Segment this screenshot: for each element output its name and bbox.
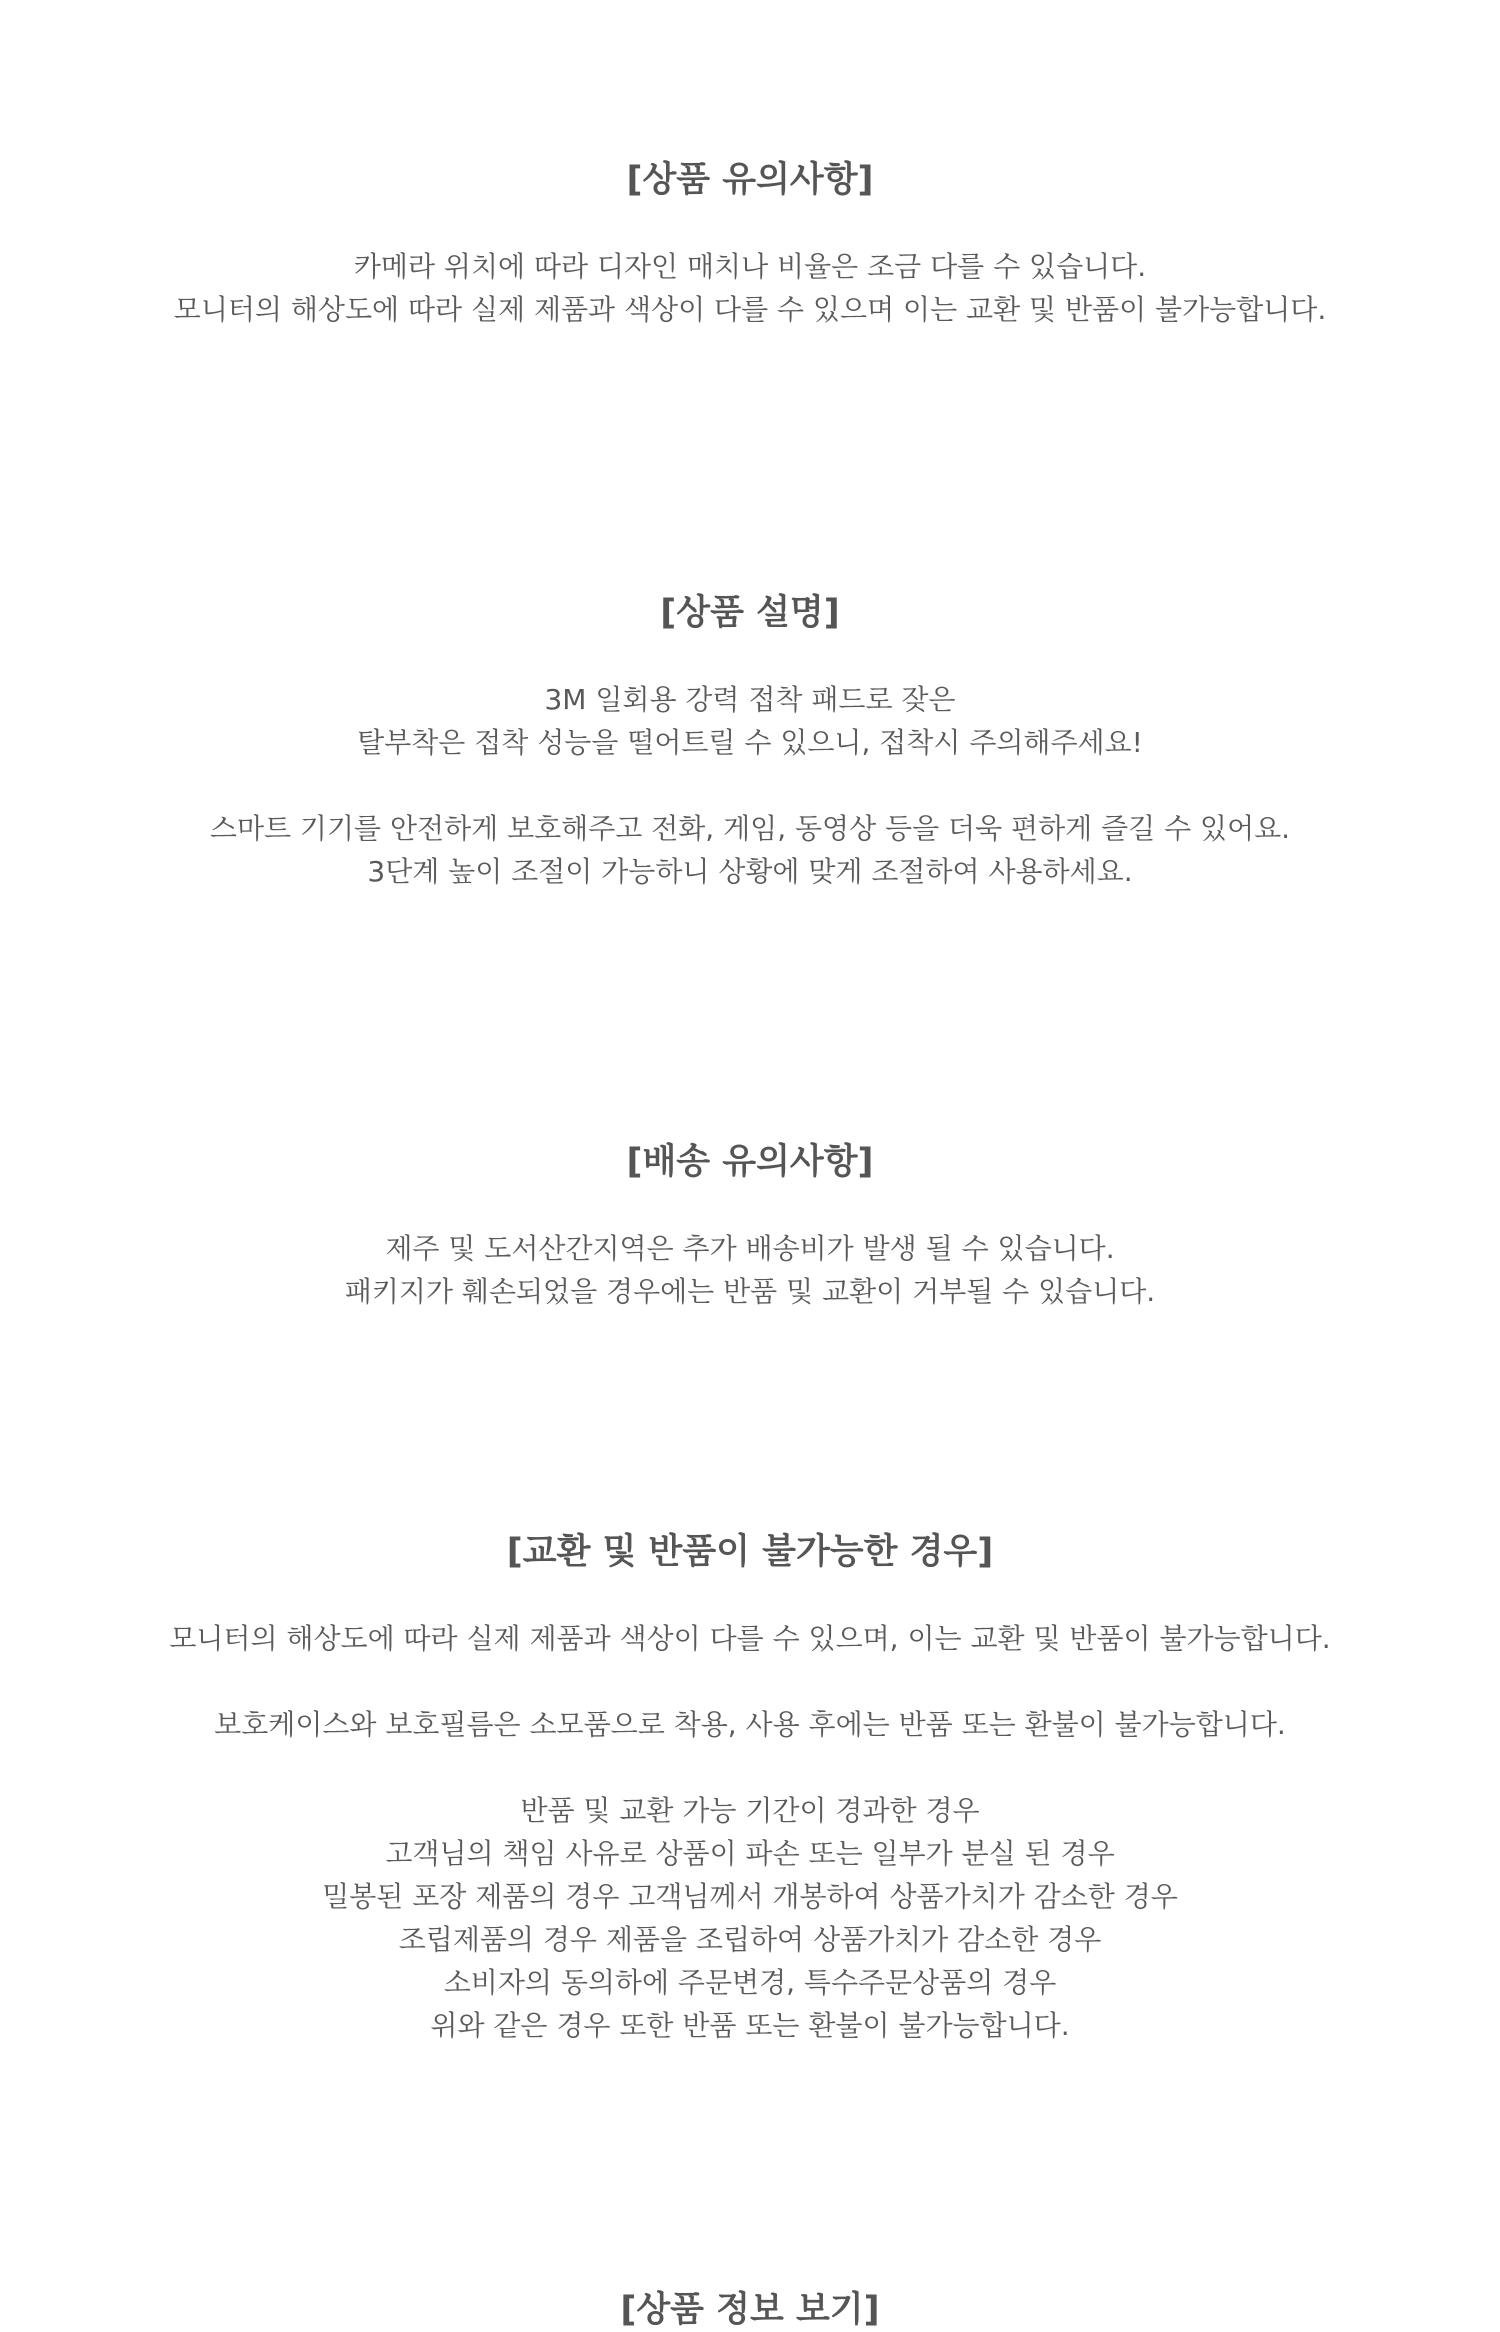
product-info-section — [0, 2288, 1500, 2332]
no-return-line: 밀봉된 포장 제품의 경우 고객님께서 개봉하여 상품가치가 감소한 경우 — [322, 1880, 1178, 1913]
paragraph-gap — [0, 1660, 1500, 1703]
description-line: 스마트 기기를 안전하게 보호해주고 전화, 게임, 동영상 등을 더욱 편하게 즐길 수 있어요. — [209, 812, 1291, 845]
no-return-line: 반품 및 교환 가능 기간이 경과한 경우 — [520, 1794, 980, 1827]
description-line: 탈부착은 접착 성능을 떨어트릴 수 있으니, 접착시 주의해주세요! — [357, 726, 1143, 759]
description-line: 3M 일회용 강력 접착 패드로 잦은 — [544, 683, 956, 716]
shipping-notice-title: [배송 유의사항] — [626, 1142, 874, 1182]
notice-line: 모니터의 해상도에 따라 실제 제품과 색상이 다를 수 있으며 이는 교환 및 반품이 불가능합니다. — [173, 293, 1327, 326]
no-return-line: 조립제품의 경우 제품을 조립하여 상품가치가 감소한 경우 — [398, 1923, 1102, 1956]
no-return-body — [0, 1617, 1500, 2047]
paragraph-gap — [0, 764, 1500, 807]
no-return-line: 모니터의 해상도에 따라 실제 제품과 색상이 다를 수 있으며, 이는 교환 및 반품이 불가능합니다. — [169, 1622, 1331, 1655]
no-return-line: 소비자의 동의하에 주문변경, 특수주문상품의 경우 — [443, 1966, 1057, 1999]
shipping-notice-body — [0, 1227, 1500, 1313]
product-notice-title: [상품 유의사항] — [626, 160, 874, 200]
no-return-line: 보호케이스와 보호필름은 소모품으로 착용, 사용 후에는 반품 또는 환불이 불가능합니다. — [214, 1708, 1286, 1741]
product-notice-section — [0, 158, 1500, 331]
product-description-title: [상품 설명] — [660, 593, 840, 633]
shipping-line: 패키지가 훼손되었을 경우에는 반품 및 교환이 거부될 수 있습니다. — [344, 1275, 1156, 1308]
paragraph-gap — [0, 1746, 1500, 1789]
notice-line: 카메라 위치에 따라 디자인 매치나 비율은 조금 다를 수 있습니다. — [353, 250, 1147, 283]
product-info-title: [상품 정보 보기] — [620, 2290, 880, 2330]
no-return-line: 위와 같은 경우 또한 반품 또는 환불이 불가능합니다. — [430, 2009, 1070, 2042]
description-line: 3단계 높이 조절이 가능하니 상황에 맞게 조절하여 사용하세요. — [367, 855, 1133, 888]
no-return-line: 고객님의 책임 사유로 상품이 파손 또는 일부가 분실 된 경우 — [385, 1837, 1115, 1870]
no-return-title: [교환 및 반품이 불가능한 경우] — [506, 1532, 994, 1572]
no-return-section — [0, 1530, 1500, 2047]
shipping-line: 제주 및 도서산간지역은 추가 배송비가 발생 될 수 있습니다. — [385, 1232, 1115, 1265]
product-notice-body — [0, 245, 1500, 331]
product-description-body — [0, 678, 1500, 893]
shipping-notice-section — [0, 1140, 1500, 1313]
product-description-section — [0, 591, 1500, 893]
